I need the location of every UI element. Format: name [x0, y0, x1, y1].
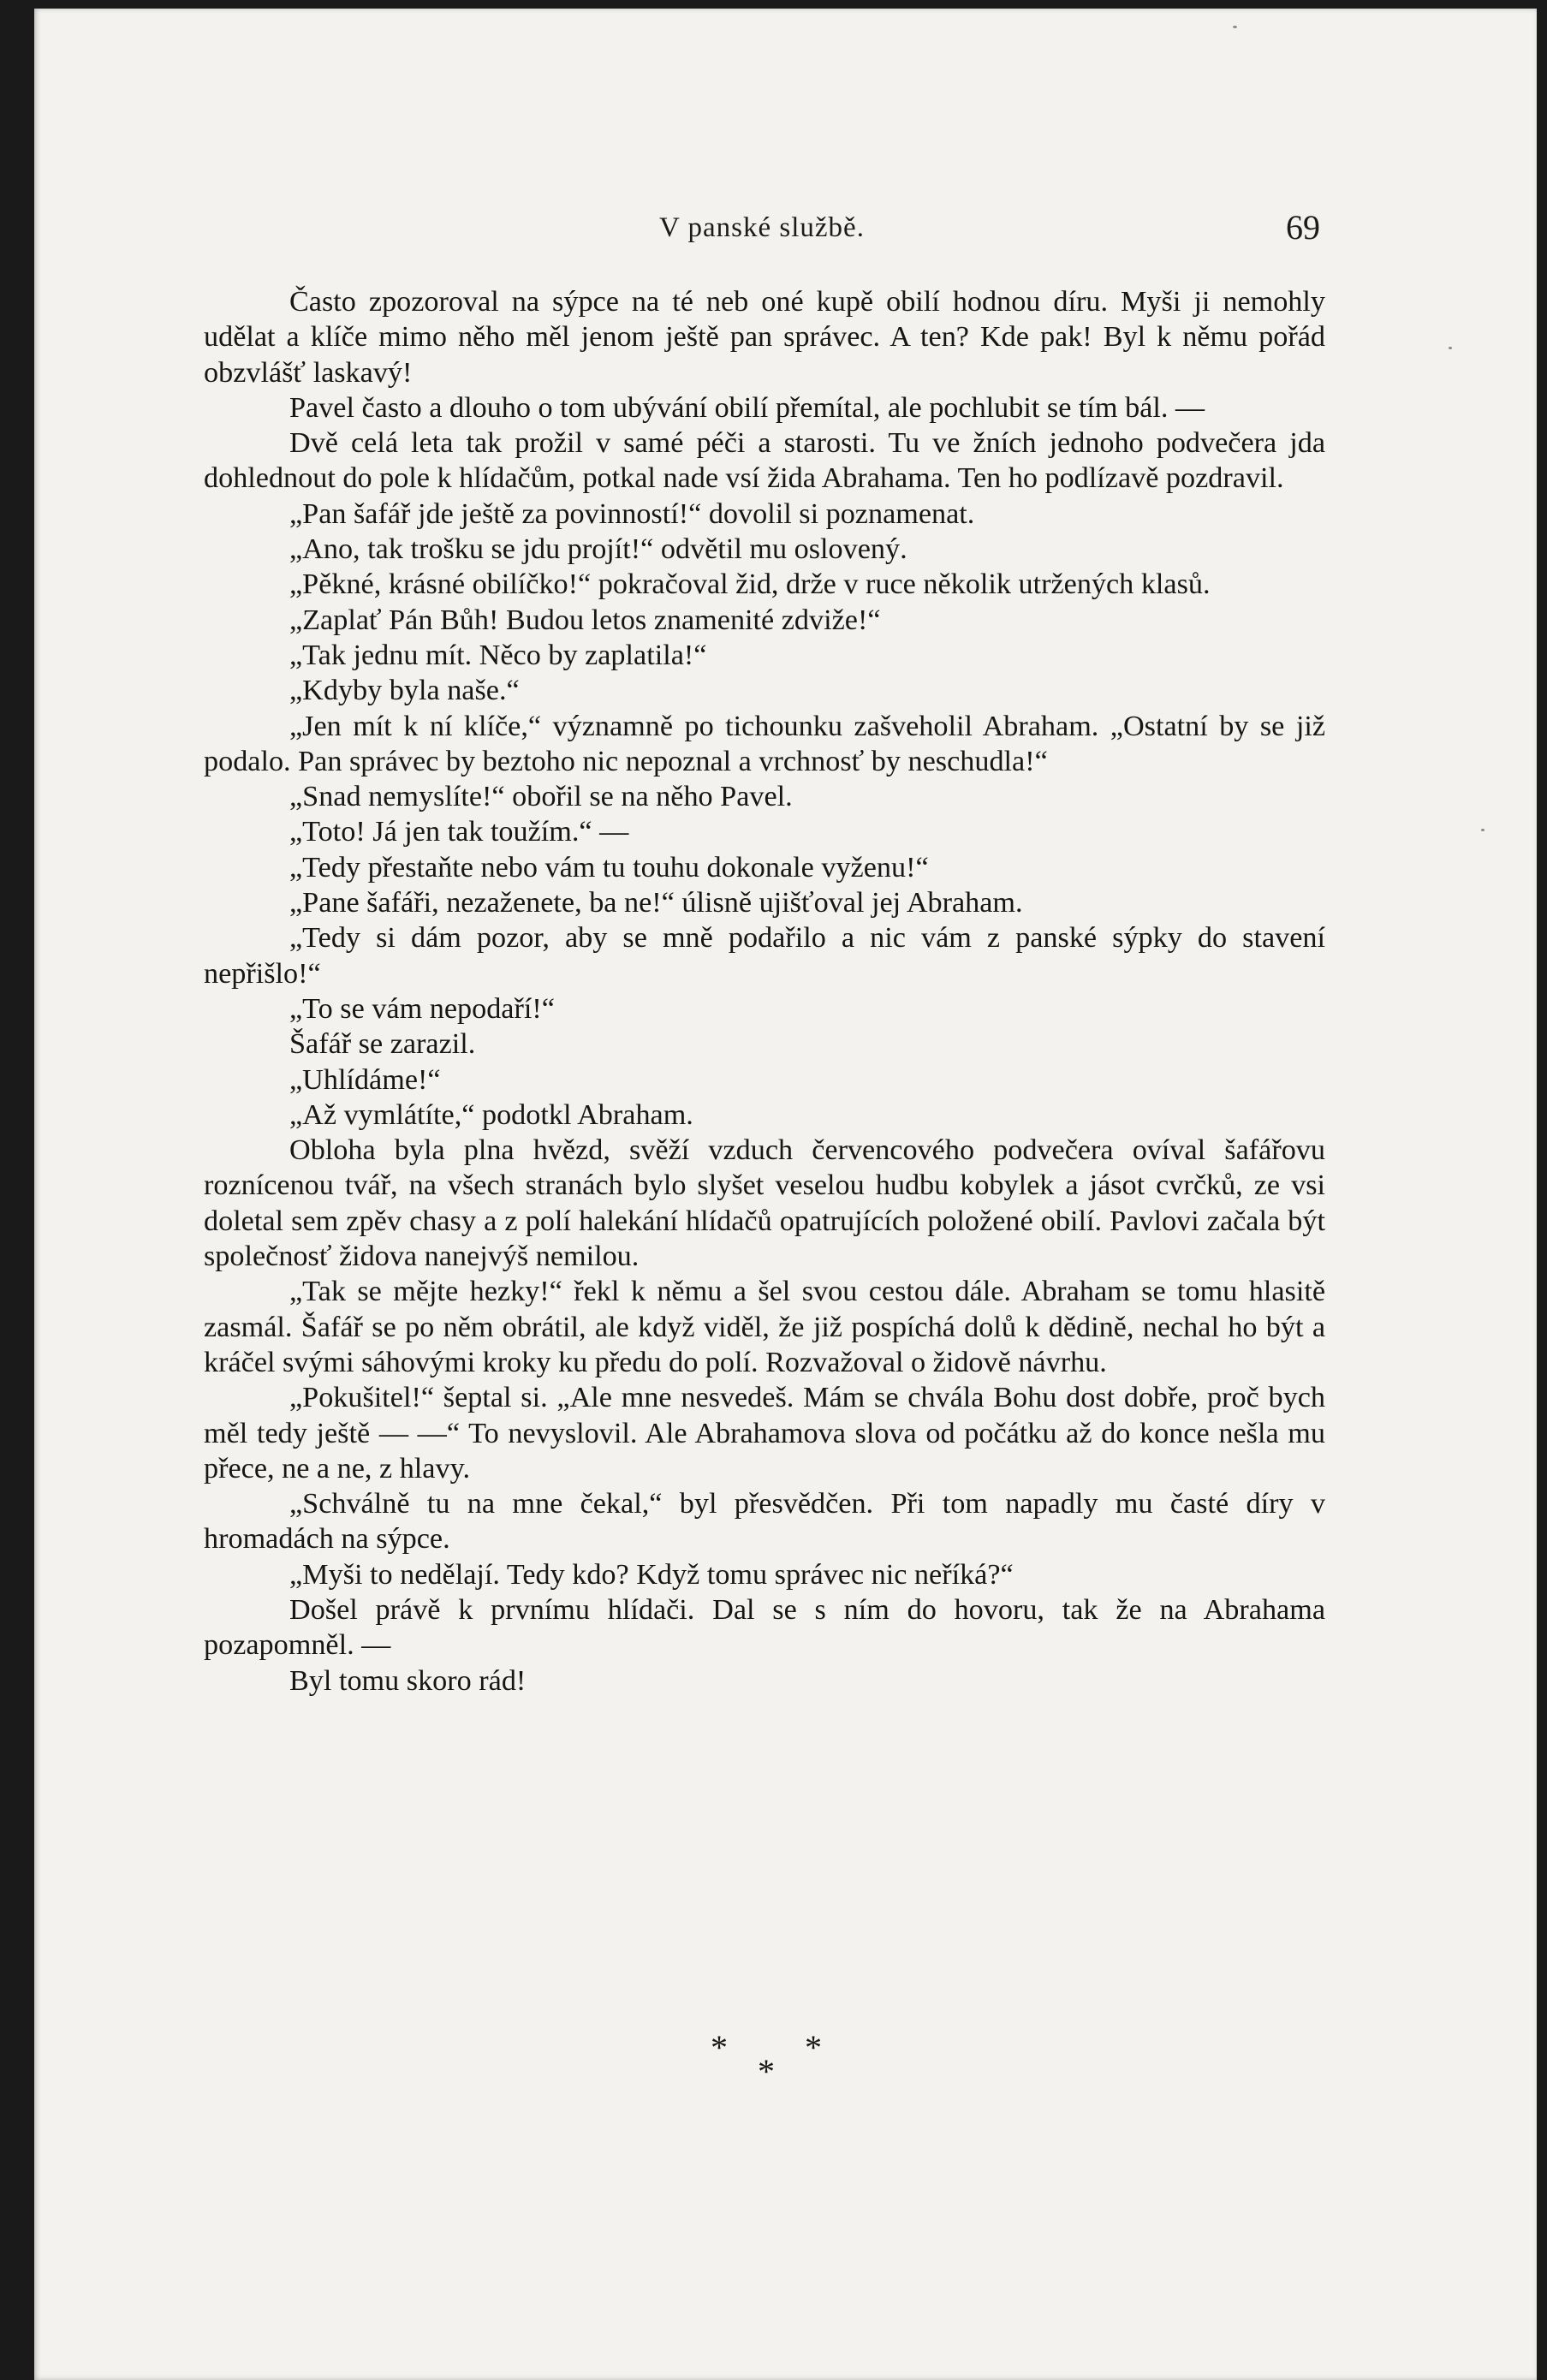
- asterisk-icon: *: [711, 2028, 728, 2067]
- paragraph: „Uhlídáme!“: [289, 1063, 441, 1096]
- paragraph: „Kdyby byla naše.“: [289, 675, 520, 707]
- asterisk-icon: *: [805, 2028, 822, 2067]
- paragraph: „Tak se mějte hezky!“ řekl k němu a šel svou cestou dále. Abraham se tomu hlasitě zasmál. Šafář se po něm obrátil, ale když viděl, že již pospíchá dolů k dědině, nechal ho být a kráčel svými sáhovými kroky ku předu do polí. Rozvažoval o židově návrhu.: [204, 1276, 1325, 1378]
- paragraph: „Schválně tu na mne čekal,“ byl přesvědčen. Při tom napadly mu časté díry v hromadách na sýpce.: [204, 1488, 1325, 1556]
- paragraph: „To se vám nepodaří!“: [289, 992, 555, 1025]
- paragraph: „Pan šafář jde ještě za povinností!“ dovolil si poznamenat.: [289, 497, 975, 530]
- paragraph: Byl tomu skoro rád!: [289, 1664, 527, 1697]
- paragraph: „Ano, tak trošku se jdu projít!“ odvětil mu oslovený.: [289, 533, 907, 566]
- asterisk-icon: *: [758, 2052, 775, 2091]
- page-number: 69: [1286, 208, 1320, 247]
- paragraph: „Pokušitel!“ šeptal si. „Ale mne nesvedeš. Mám se chvála Bohu dost dobře, proč bych měl tedy ještě — —“ To nevyslovil. Ale Abrahamova slova od počátku až do konce nešla mu přece, ne a ne, z hlavy.: [204, 1382, 1325, 1485]
- paragraph: Šafář se zarazil.: [289, 1028, 476, 1061]
- body-text: [204, 284, 1325, 1699]
- paragraph: Došel právě k prvnímu hlídači. Dal se s ním do hovoru, tak že na Abrahama pozapomněl. —: [204, 1593, 1325, 1662]
- paper-speck: [1449, 347, 1452, 349]
- section-break-asterisms: [711, 2027, 848, 2096]
- paragraph: „Tak jednu mít. Něco by zaplatila!“: [289, 639, 707, 671]
- paragraph: „Tedy přestaňte nebo vám tu touhu dokonale vyženu!“: [289, 851, 929, 884]
- running-title: V panské službě.: [659, 212, 865, 243]
- paragraph: „Pěkné, krásné obilíčko!“ pokračoval žid, drže v ruce několik utržených klasů.: [289, 568, 1211, 601]
- paragraph: „Tedy si dám pozor, aby se mně podařilo a nic vám z panské sýpky do stavení nepřišlo!“: [204, 922, 1325, 990]
- paper-speck: [1481, 829, 1485, 831]
- paragraph: „Až vymlátíte,“ podotkl Abraham.: [289, 1098, 693, 1131]
- paragraph: Dvě celá leta tak prožil v samé péči a starosti. Tu ve žních jednoho podvečera jda dohlednout do pole k hlídačům, potkal nade vsí žida Abrahama. Ten ho podlízavě pozdravil.: [204, 427, 1325, 495]
- paragraph: Obloha byla plna hvězd, svěží vzduch červencového podvečera ovíval šafářovu roznícenou tvář, na všech stranách bylo slyšet veselou hudbu kobylek a jásot cvrčků, ze vsi doletal sem zpěv chasy a z polí halekání hlídačů opatrujících položené obilí. Pavlovi začala být společnosť židova nanejvýš nemilou.: [204, 1134, 1325, 1273]
- paragraph: „Snad nemyslíte!“ obořil se na něho Pavel.: [289, 781, 793, 813]
- paragraph: „Zaplať Pán Bůh! Budou letos znamenité zdviže!“: [289, 604, 881, 636]
- book-page: [34, 9, 1537, 2380]
- paper-speck: [1233, 26, 1237, 28]
- paragraph: Pavel často a dlouho o tom ubývání obilí přemítal, ale pochlubit se tím bál. —: [289, 391, 1205, 424]
- paragraph: „Jen mít k ní klíče,“ významně po tichounku zašveholil Abraham. „Ostatní by se již podalo. Pan správec by beztoho nic nepoznal a vrchnosť by neschudla!“: [204, 710, 1325, 777]
- paragraph: „Pane šafáři, nezaženete, ba ne!“ úlisně ujišťoval jej Abraham.: [289, 887, 1023, 919]
- paragraph: „Myši to nedělají. Tedy kdo? Když tomu správec nic neříká?“: [289, 1558, 1014, 1591]
- paragraph: „Toto! Já jen tak toužím.“ —: [289, 816, 629, 848]
- page-header: [34, 207, 1537, 248]
- paragraph: Často zpozoroval na sýpce na té neb oné kupě obilí hodnou díru. Myši ji nemohly udělat a klíče mimo něho měl jenom ještě pan správec. A ten? Kde pak! Byl k němu pořád obzvlášť laskavý!: [204, 286, 1325, 389]
